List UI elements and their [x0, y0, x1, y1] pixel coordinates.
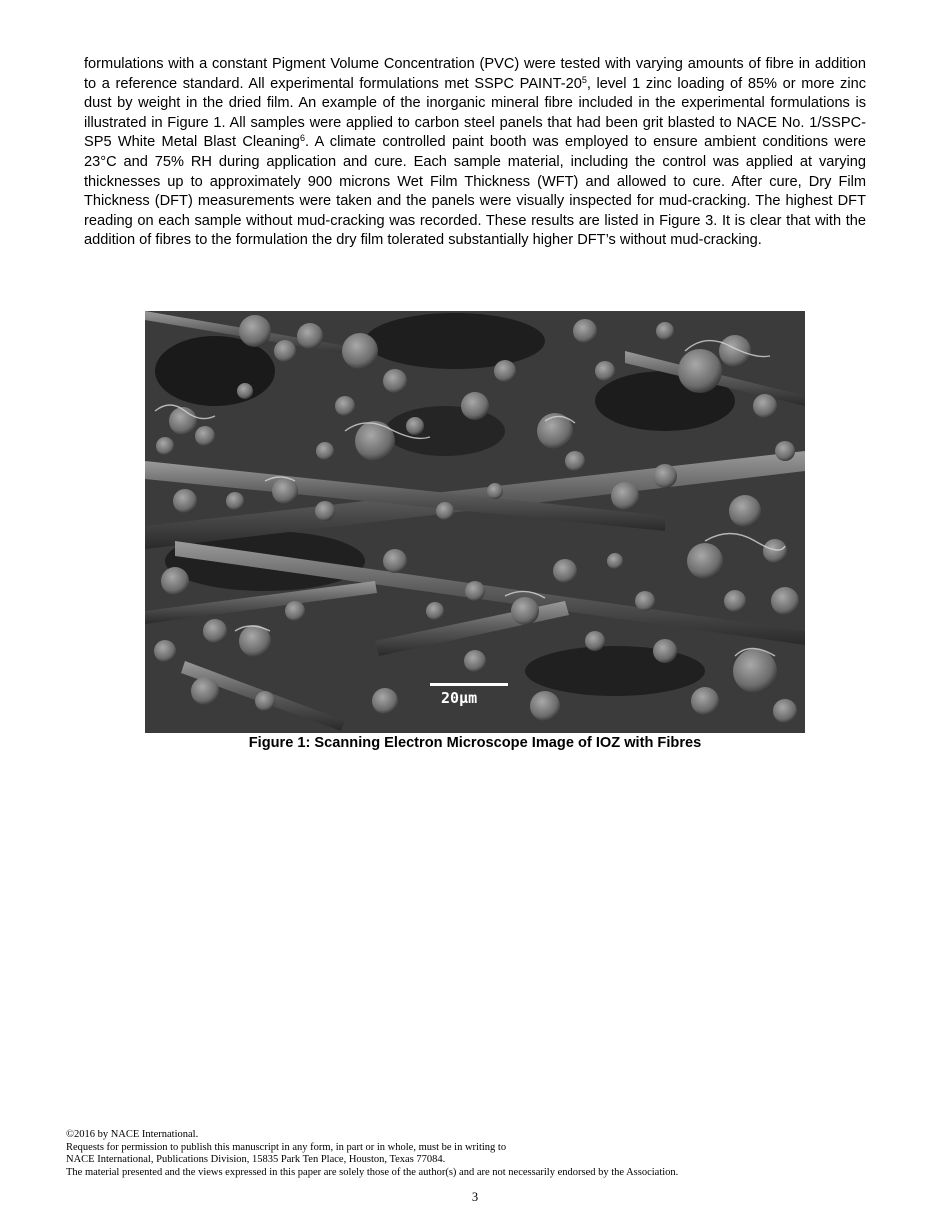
- footer-copyright: ©2016 by NACE International.: [66, 1129, 199, 1140]
- sem-image: [145, 311, 805, 733]
- paragraph-text-part-1: formulations with a constant Pigment Volume Concentration (PVC) were tested with varying amounts of fibre in addition to a reference standard. All experimental formulations met SSPC PAINT-20: [84, 56, 866, 92]
- page-number: 3: [471, 1190, 479, 1204]
- body-paragraph: [84, 55, 866, 251]
- paragraph-text-part-2: , level 1 zinc loading of 85% or more zinc dust by weight in the dried film. An example of the inorganic mineral fibre included in the experimental formulations is illustrated in Figure 1. All samples were applied to carbon steel panels that had been grit blasted to NACE No. 1/SSPC-SP5 White Metal Blast Cleaning: [84, 75, 866, 151]
- reference-superscript-6: 6: [299, 133, 305, 144]
- footer-permission: Requests for permission to publish this manuscript in any form, in part or in whole, must be in writing to: [66, 1141, 507, 1153]
- figure-caption: Figure 1: Scanning Electron Microscope Image of IOZ with Fibres: [248, 735, 702, 751]
- footer-address: NACE International, Publications Division, 15835 Park Ten Place, Houston, Texas 77084.: [66, 1154, 446, 1166]
- scale-bar-label: 20µm: [441, 689, 478, 707]
- paragraph-text-part-3: . A climate controlled paint booth was employed to ensure ambient conditions were 23°C and 75% RH during application and cure. Each sample material, including the control was applied at varying thicknesses up to approximately 900 microns Wet Film Thickness (WFT) and allowed to cure. After cure, Dry Film Thickness (DFT) measurements were taken and the panels were visually inspected for mud-cracking. The highest DFT reading on each sample without mud-cracking was recorded. These results are listed in Figure 3. It is clear that with the addition of fibres to the formulation the dry film tolerated substantially higher DFT’s without mud-cracking.: [84, 134, 867, 249]
- copyright-footer: [66, 1129, 906, 1179]
- footer-disclaimer: The material presented and the views expressed in this paper are solely those of the author(s) and are not necessarily endorsed by the Association.: [66, 1166, 679, 1178]
- reference-superscript-5: 5: [581, 74, 587, 85]
